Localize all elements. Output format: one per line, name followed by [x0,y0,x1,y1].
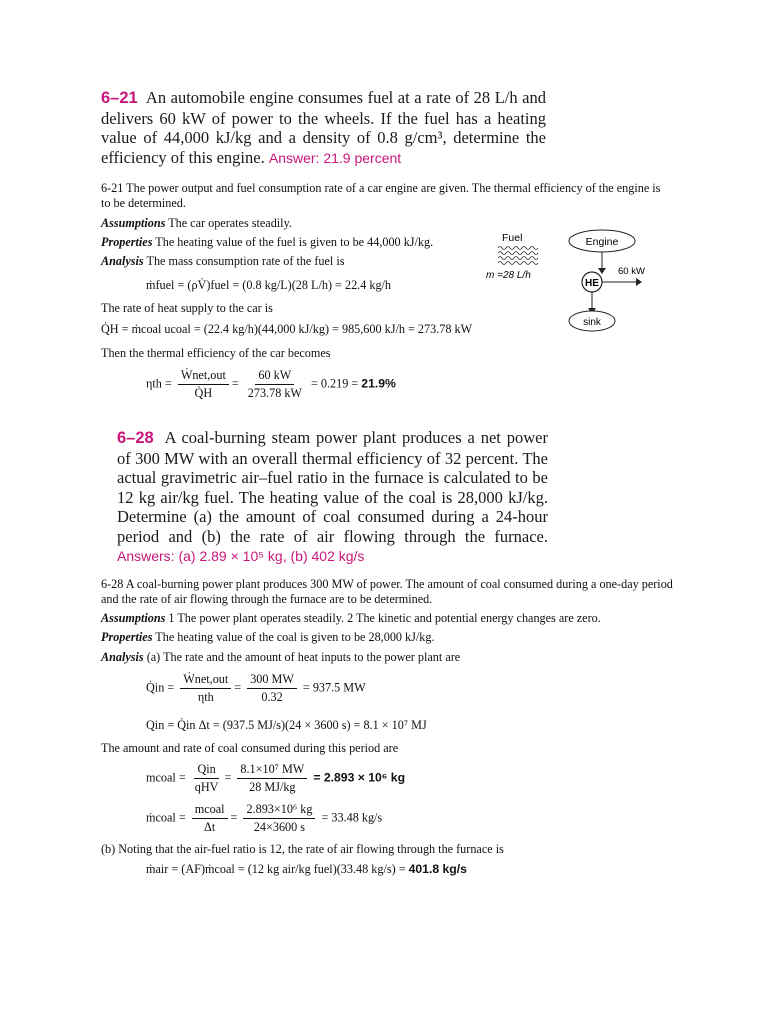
fraction [178,368,229,401]
numerator: Qin [194,762,218,779]
numerator: 60 kW [255,368,294,385]
numerator: Ẇnet,out [178,368,229,385]
assumptions-label: Assumptions [101,216,166,230]
equation-coal-rate: ṁcoal = $\frac{\text{mcoal}}{\Delta t}$ = $\frac{\text{2.893×10⁶ kg}}{24\times 3600 s}$ = 33.48 kg/s [146,802,383,834]
analysis-label: Analysis [101,650,144,664]
solution-6-28-intro [101,577,673,607]
denominator: 24×3600 s [253,820,306,834]
analysis-text: (a) The rate and the amount of heat inputs to the power plant are [146,650,461,664]
eq-lhs: mcoal = [146,770,186,785]
fraction [243,802,315,835]
problem-6-28 [117,428,548,567]
sink-label: sink [583,317,601,328]
problem-text: An automobile engine consumes fuel at a rate of 28 L/h and delivers 60 kW of power to the wheels. If the fuel has a heating value of 44,000 kJ/kg and a density of 0.8 g/cm³, determine the efficiency of this engine. [101,88,547,167]
numerator: 8.1×10⁷ MW [237,762,307,779]
numerator: 2.893×10⁶ kg [243,802,315,819]
eq-lhs: ṁcoal = [146,810,186,825]
equation-coal-mass: mcoal = $\frac{\text{Qin}}{\text{qHV}}$ = $\frac{\text{8.1×10⁷ MW}}{28 MJ/kg}$ = 2.893 × 10⁶ kg [146,762,406,794]
he-label: HE [585,278,599,289]
eq-result: = 33.48 kg/s [321,810,383,825]
equation-thermal-efficiency: ηth = $\frac{\text{Ẇnet,out}}{Q̇H}$ = $\frac{60 kW}{273.78 kW}$ = 0.219 = 21.9% [146,368,396,400]
assumptions-text: The car operates steadily. [168,216,292,230]
solution-6-28-analysis [101,650,681,665]
engine-label: Engine [585,236,619,248]
eq-result: = 0.219 = [310,376,362,391]
solution-6-21-assumptions [101,216,471,231]
numerator: Ẇnet,out [180,672,231,689]
problem-6-21 [101,88,546,168]
power-label: 60 kW [618,266,645,277]
solution-6-21-intro [101,181,671,211]
eq-body: ṁair = (AF)ṁcoal = (12 kg air/kg fuel)(33.48 kg/s) = [146,862,409,876]
solution-intro-text: 6-21 The power output and fuel consumption rate of a car engine are given. The thermal efficiency of the engine is to be determined. [101,181,661,210]
numerator: mcoal [192,802,228,819]
equation-air-flow [146,862,467,877]
eq-result-bold: 401.8 kg/s [408,862,467,876]
numerator: 300 MW [247,672,297,689]
problem-text: A coal-burning steam power plant produces a net power of 300 MW with an overall thermal efficiency of 32 percent. The actual gravimetric air–fuel ratio in the furnace is calculated to be 12 kg air/kg fuel. The heating value of the coal is 28,000 kJ/kg. Determine (a) the amount of coal consumed during a 24-hour period and (b) the rate of air flowing through the furnace. [117,428,548,546]
analysis-text: The mass consumption rate of the fuel is [146,254,345,268]
properties-text: The heating value of the coal is given to be 28,000 kJ/kg. [155,630,435,644]
denominator: 0.32 [261,690,283,704]
properties-label: Properties [101,630,153,644]
denominator: Q̇H [194,386,213,400]
solution-intro-text: 6-28 A coal-burning power plant produces 300 MW of power. The amount of coal consumed during a one-day period and the rate of air flowing through the furnace are to be determined. [101,577,673,606]
heat-engine-diagram [478,228,658,340]
fraction [180,672,231,705]
problem-answer: Answers: (a) 2.89 × 10⁵ kg, (b) 402 kg/s [117,548,365,564]
properties-text: The heating value of the fuel is given to be 44,000 kJ/kg. [155,235,434,249]
denominator: ηth [197,690,214,704]
assumptions-label: Assumptions [101,611,166,625]
equation-fuel-mass-rate: ṁfuel = (ρV̇)fuel = (0.8 kg/L)(28 L/h) = 22.4 kg/h [146,278,392,292]
fraction [192,802,228,835]
eq-result: = 937.5 MW [302,680,366,695]
fraction [192,762,222,795]
eq-result-bold: = 2.893 × 10⁶ kg [313,770,406,785]
solution-6-28-assumptions [101,611,681,626]
problem-answer: Answer: 21.9 percent [268,149,402,166]
denominator: 273.78 kW [247,386,302,400]
fraction [247,672,297,705]
air-flow-line: (b) Noting that the air-fuel ratio is 12, the rate of air flowing through the furnace is [101,842,504,856]
denominator: 28 MJ/kg [249,780,296,794]
problem-number: 6–28 [117,429,154,447]
efficiency-line: Then the thermal efficiency of the car becomes [101,346,331,360]
denominator: Δt [204,820,216,834]
fuel-wavy-icon [498,247,538,265]
fraction [237,762,307,795]
equation-heat-supply: Q̇H = ṁcoal ucoal = (22.4 kg/h)(44,000 kJ/kg) = 985,600 kJ/h = 273.78 kW [101,322,473,336]
solution-6-21-properties [101,235,481,250]
properties-label: Properties [101,235,153,249]
denominator: qHV [194,780,219,794]
equation-heat-input-rate: Q̇in = $\frac{\text{Ẇnet,out}}{\text{ηth}}$ = $\frac{300 MW}{0.32}$ = 937.5 MW [146,672,366,704]
fuel-flow-label: m =28 L/h [486,270,531,281]
eq-lhs: ηth = [146,376,172,391]
arrow-right-icon [636,278,642,286]
equation-heat-input-amount: Qin = Q̇in Δt = (937.5 MJ/s)(24 × 3600 s) = 8.1 × 10⁷ MJ [146,718,427,732]
coal-consumed-line: The amount and rate of coal consumed during this period are [101,741,399,755]
fraction [245,368,305,401]
solution-6-28-properties [101,630,681,645]
fuel-label: Fuel [502,232,523,244]
solution-6-21-analysis [101,254,481,269]
heat-supply-line: The rate of heat supply to the car is [101,301,273,315]
analysis-label: Analysis [101,254,144,268]
eq-lhs: Q̇in = [146,680,175,695]
eq-result-bold: 21.9% [361,376,396,391]
assumptions-text: 1 The power plant operates steadily. 2 The kinetic and potential energy changes are zero. [168,611,601,625]
problem-number: 6–21 [101,89,138,107]
